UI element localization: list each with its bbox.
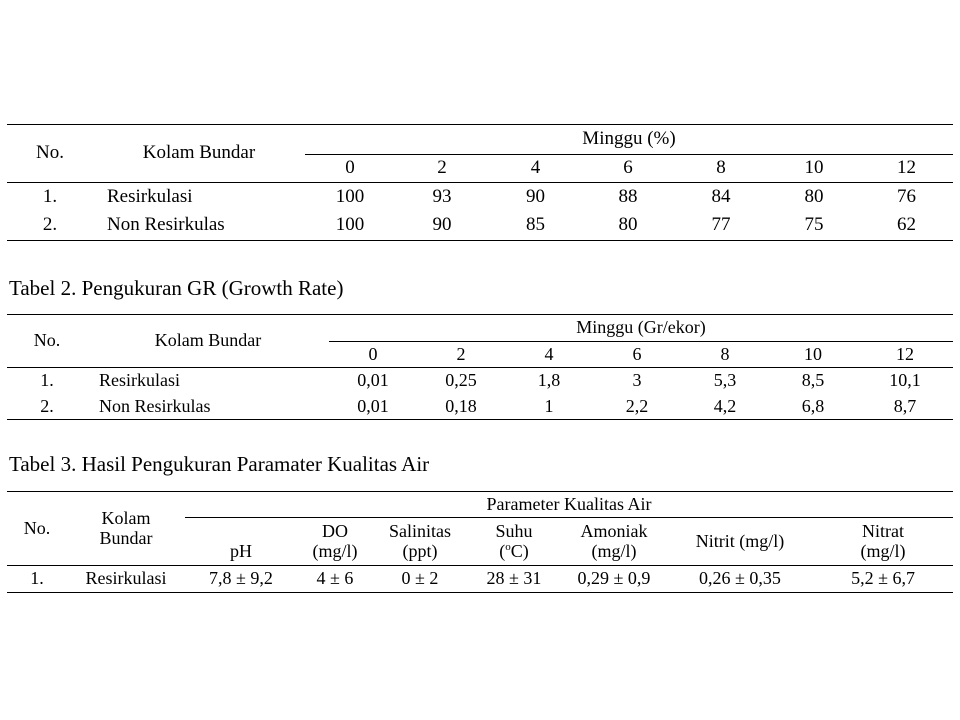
header-pond: Kolam Bundar [93,125,305,183]
cell: 84 [674,183,768,212]
cell: 75 [768,212,860,241]
header-nitrate-line1: Nitrat [862,520,904,541]
header-salinity-line2: (ppt) [402,540,438,561]
cell: 5,3 [681,368,769,395]
cell: 90 [489,183,582,212]
header-nitrate [813,518,953,566]
header-week: 2 [456,343,466,364]
row-no: 2. [7,395,87,420]
header-week: 12 [897,157,916,179]
header-group: Minggu (Gr/ekor) [329,315,953,342]
row-no: 2. [7,212,93,241]
cell: 88 [582,183,674,212]
header-nitrate-line2: (mg/l) [860,540,906,561]
cell: 0,01 [329,368,417,395]
header-pond-line2: Bundar [99,527,153,548]
header-week: 0 [345,157,355,179]
header-week: 4 [530,157,541,179]
cell: 4,2 [681,395,769,420]
header-no: No. [7,492,67,566]
header-do-line1: DO [322,520,348,541]
cell: 1 [505,395,593,420]
cell: 1,8 [505,368,593,395]
row-name: Resirkulasi [93,183,305,212]
header-pond-line1: Kolam [101,507,151,528]
header-week: 0 [368,343,378,364]
row-name: Resirkulasi [67,566,185,593]
table-row [7,183,953,212]
header-week: 6 [632,343,642,364]
header-week: 2 [437,157,447,179]
table-row [7,566,953,593]
header-no: No. [7,315,87,368]
table-row [7,395,953,420]
cell: 100 [305,183,395,212]
header-do-line2: (mg/l) [312,540,358,561]
header-week: 12 [896,343,915,364]
header-ammonia [561,518,667,566]
cell: 8,7 [857,395,953,420]
cell: 3 [593,368,681,395]
header-week: 10 [804,157,824,179]
table2-caption: Tabel 2. Pengukuran GR (Growth Rate) [9,276,344,300]
cell: 0,18 [417,395,505,420]
cell: 8,5 [769,368,857,395]
header-ph: pH [230,541,252,562]
cell: 0,25 [417,368,505,395]
cell: 80 [582,212,674,241]
table-growth-rate [7,314,953,420]
cell: 62 [860,212,953,241]
cell: 0,26 ± 0,35 [667,566,813,593]
degree-sup: o [505,540,511,553]
cell: 4 ± 6 [297,566,373,593]
cell: 10,1 [857,368,953,395]
header-group: Minggu (%) [305,125,953,155]
header-temperature-line1: Suhu [495,520,533,541]
row-no: 1. [7,566,67,593]
cell: 2,2 [593,395,681,420]
cell: 100 [305,212,395,241]
header-salinity-line1: Salinitas [389,520,451,541]
cell: 90 [395,212,489,241]
header-ammonia-line2: (mg/l) [591,540,637,561]
header-pond [67,492,185,566]
table-row [7,212,953,241]
header-temperature: Suhu ($^o$C) [495,520,533,561]
row-name: Resirkulasi [87,368,329,395]
table3-caption: Tabel 3. Hasil Pengukuran Paramater Kualitas Air [9,452,430,476]
row-name: Non Resirkulas [87,395,329,420]
celsius-unit: C [510,540,523,561]
row-name: Non Resirkulas [93,212,305,241]
header-ammonia-line1: Amoniak [580,520,648,541]
cell: 5,2 ± 6,7 [813,566,953,593]
header-no: No. [7,125,93,183]
header-week: 4 [544,343,554,364]
header-pond: Kolam Bundar [87,315,329,368]
row-no: 1. [7,183,93,212]
header-week: 6 [623,157,633,179]
cell: 7,8 ± 9,2 [185,566,297,593]
cell: 77 [674,212,768,241]
row-no: 1. [7,368,87,395]
cell: 85 [489,212,582,241]
cell: 76 [860,183,953,212]
header-week: 8 [716,157,726,179]
table-survival-rate [7,124,953,241]
header-week: 10 [804,343,822,364]
header-do [297,518,373,566]
cell: 6,8 [769,395,857,420]
cell: 28 ± 31 [467,566,561,593]
table-row [7,368,953,395]
cell: 80 [768,183,860,212]
table-water-quality [7,491,953,593]
header-nitrite: Nitrit (mg/l) [695,530,785,551]
header-group: Parameter Kualitas Air [185,492,953,518]
cell: 0,01 [329,395,417,420]
cell: 93 [395,183,489,212]
cell: 0 ± 2 [373,566,467,593]
header-salinity [373,518,467,566]
header-week: 8 [720,343,730,364]
cell: 0,29 ± 0,9 [561,566,667,593]
